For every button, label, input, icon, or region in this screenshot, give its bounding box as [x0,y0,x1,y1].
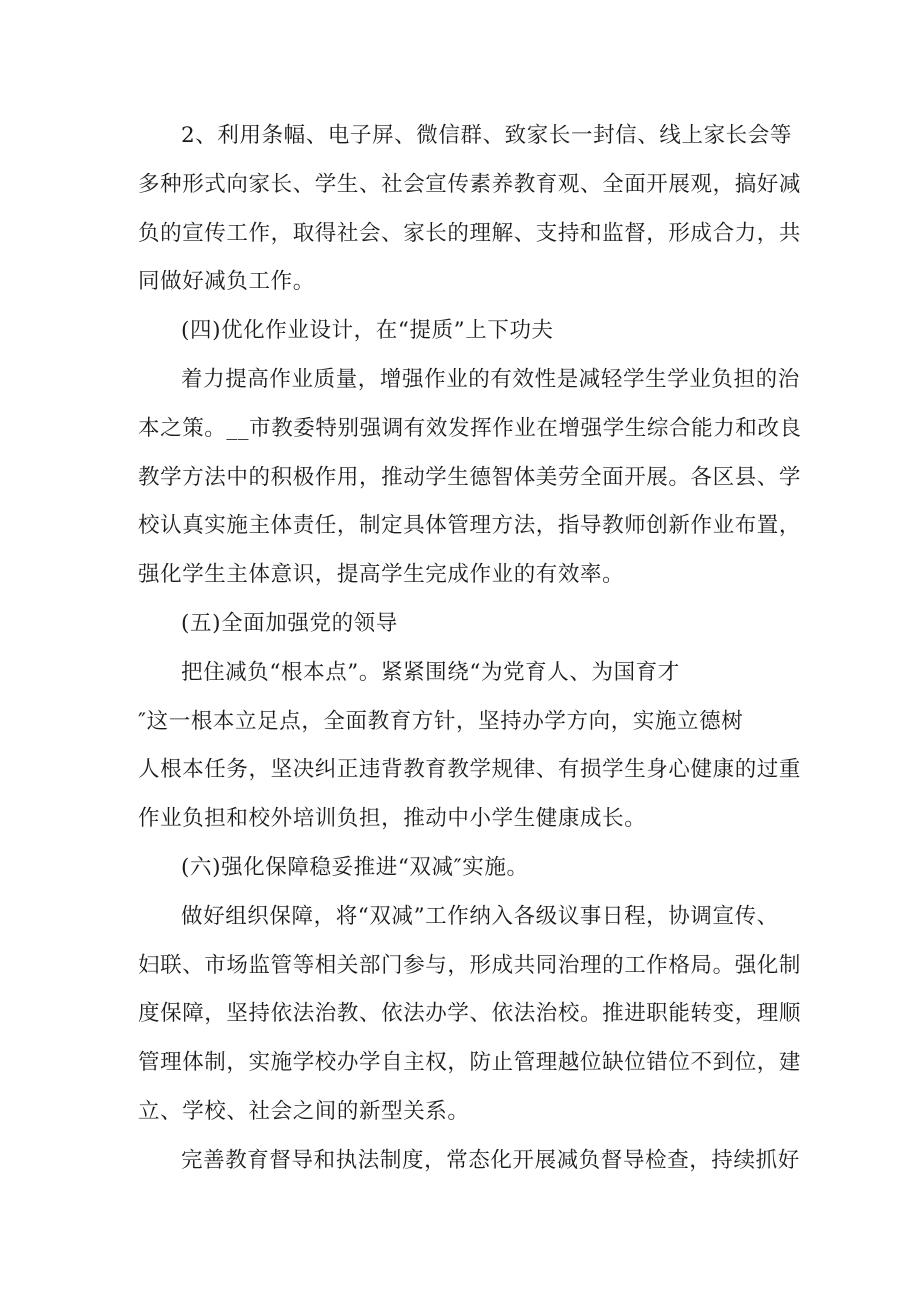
text-line: 教学方法中的积极作用，推动学生德智体美劳全面开展。各区县、学 [138,464,802,490]
paragraph-homework-quality [138,356,802,600]
paragraph-organizational-guarantee [138,893,802,1137]
paragraph-publicity [138,112,802,307]
text-line: 校认真实施主体责任，制定具体管理方法，指导教师创新作业布置， [138,513,802,539]
text-line: 把住减负“根本点”。紧紧围绕“为党育人、为国育才 [181,659,680,685]
text-line: 2、利用条幅、电子屏、微信群、致家长一封信、线上家长会等 [181,123,792,148]
text-line: 本之策。__市教委特别强调有效发挥作业在增强学生综合能力和改良 [138,415,802,441]
paragraph-party-leadership [138,649,802,844]
text-line: 负的宣传工作，取得社会、家长的理解、支持和监督，形成合力，共 [138,220,802,246]
text-line: 作业负担和校外培训负担，推动中小学生健康成长。 [138,806,647,832]
text-line: 同做好减负工作。 [138,269,315,295]
text-line: 立、学校、社会之间的新型关系。 [138,1098,470,1124]
text-line: 妇联、市场监管等相关部门参与，形成共同治理的工作格局。强化制 [138,952,802,978]
text-line: 管理体制，实施学校办学自主权，防止管理越位缺位错位不到位，建 [138,1050,802,1076]
text-line: ″这一根本立足点，全面教育方针，坚持办学方向，实施立德树 [138,708,744,734]
text-line: 多种形式向家长、学生、社会宣传素养教育观、全面开展观，搞好减 [138,171,802,197]
heading-text: (四)优化作业设计，在“提质”上下功夫 [181,318,554,344]
heading-text: (五)全面加强党的领导 [181,610,398,636]
heading-section-6 [138,844,788,893]
heading-section-5 [138,600,788,649]
text-line: 完善教育督导和执法制度，常态化开展减负督导检查，持续抓好 [181,1147,800,1173]
document-body [138,112,802,1186]
text-line: 着力提高作业质量，增强作业的有效性是减轻学生学业负担的治 [181,366,800,392]
text-line: 强化学生主体意识，提高学生完成作业的有效率。 [138,562,625,588]
heading-text: (六)强化保障稳妥推进“双减″实施。 [181,854,529,880]
heading-section-4 [138,307,788,356]
text-line: 度保障，坚持依法治教、依法办学、依法治校。推进职能转变，理顺 [138,1001,802,1027]
text-line: 人根本任务，坚决纠正违背教育教学规律、有损学生身心健康的过重 [138,757,802,783]
text-line: 做好组织保障，将“双减”工作纳入各级议事日程，协调宣传、 [181,903,779,929]
paragraph-supervision [138,1137,800,1186]
